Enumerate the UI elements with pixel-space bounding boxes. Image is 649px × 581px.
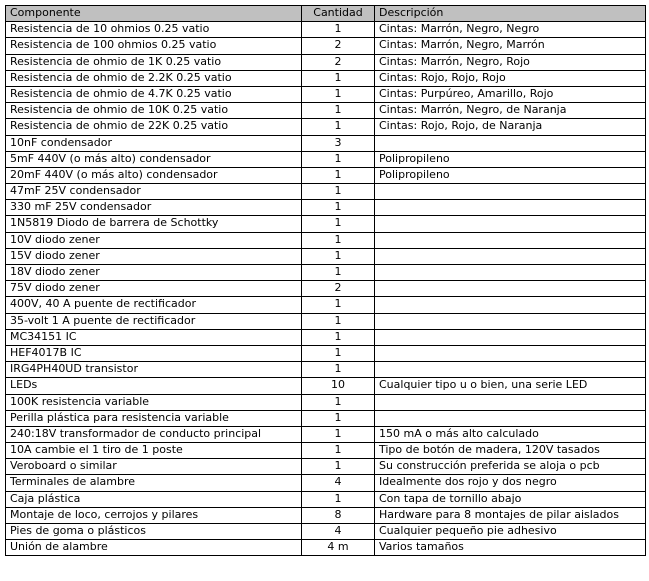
component-cell: 10A cambie el 1 tiro de 1 poste bbox=[6, 443, 302, 459]
quantity-cell: 8 bbox=[302, 507, 375, 523]
component-cell: 18V diodo zener bbox=[6, 265, 302, 281]
table-row bbox=[6, 119, 646, 135]
description-cell: Cintas: Rojo, Rojo, Rojo bbox=[375, 70, 646, 86]
table-row bbox=[6, 216, 646, 232]
component-cell: 240:18V transformador de conducto principal bbox=[6, 426, 302, 442]
component-cell: IRG4PH40UD transistor bbox=[6, 362, 302, 378]
quantity-cell: 1 bbox=[302, 410, 375, 426]
quantity-cell: 1 bbox=[302, 329, 375, 345]
table-row bbox=[6, 378, 646, 394]
table-row bbox=[6, 232, 646, 248]
table-row bbox=[6, 151, 646, 167]
parts-table bbox=[5, 5, 646, 556]
description-cell bbox=[375, 281, 646, 297]
description-cell bbox=[375, 184, 646, 200]
component-cell: Resistencia de ohmio de 10K 0.25 vatio bbox=[6, 103, 302, 119]
quantity-cell: 1 bbox=[302, 248, 375, 264]
description-cell: Cintas: Purpúreo, Amarillo, Rojo bbox=[375, 86, 646, 102]
table-body bbox=[6, 22, 646, 556]
quantity-cell: 2 bbox=[302, 54, 375, 70]
quantity-cell: 1 bbox=[302, 394, 375, 410]
quantity-cell: 4 bbox=[302, 475, 375, 491]
component-cell: HEF4017B IC bbox=[6, 345, 302, 361]
quantity-cell: 1 bbox=[302, 297, 375, 313]
component-cell: 47mF 25V condensador bbox=[6, 184, 302, 200]
component-cell: Caja plástica bbox=[6, 491, 302, 507]
component-cell: Pies de goma o plásticos bbox=[6, 524, 302, 540]
quantity-cell: 1 bbox=[302, 265, 375, 281]
table-row bbox=[6, 362, 646, 378]
quantity-cell: 1 bbox=[302, 362, 375, 378]
quantity-cell: 10 bbox=[302, 378, 375, 394]
description-cell bbox=[375, 135, 646, 151]
column-header-quantity: Cantidad bbox=[302, 6, 375, 22]
quantity-cell: 1 bbox=[302, 443, 375, 459]
quantity-cell: 1 bbox=[302, 70, 375, 86]
component-cell: Resistencia de ohmio de 2.2K 0.25 vatio bbox=[6, 70, 302, 86]
description-cell: 150 mA o más alto calculado bbox=[375, 426, 646, 442]
table-row bbox=[6, 540, 646, 556]
table-row bbox=[6, 70, 646, 86]
component-cell: Perilla plástica para resistencia variable bbox=[6, 410, 302, 426]
table-row bbox=[6, 459, 646, 475]
description-cell: Cintas: Marrón, Negro, Marrón bbox=[375, 38, 646, 54]
component-cell: MC34151 IC bbox=[6, 329, 302, 345]
description-cell: Polipropileno bbox=[375, 167, 646, 183]
component-cell: Resistencia de ohmio de 1K 0.25 vatio bbox=[6, 54, 302, 70]
component-cell: 10nF condensador bbox=[6, 135, 302, 151]
quantity-cell: 1 bbox=[302, 151, 375, 167]
quantity-cell: 1 bbox=[302, 200, 375, 216]
description-cell bbox=[375, 216, 646, 232]
component-cell: 10V diodo zener bbox=[6, 232, 302, 248]
table-row bbox=[6, 443, 646, 459]
quantity-cell: 1 bbox=[302, 119, 375, 135]
quantity-cell: 1 bbox=[302, 22, 375, 38]
component-cell: 75V diodo zener bbox=[6, 281, 302, 297]
table-row bbox=[6, 475, 646, 491]
quantity-cell: 4 m bbox=[302, 540, 375, 556]
quantity-cell: 1 bbox=[302, 345, 375, 361]
table-row bbox=[6, 200, 646, 216]
description-cell: Con tapa de tornillo abajo bbox=[375, 491, 646, 507]
column-header-description: Descripción bbox=[375, 6, 646, 22]
description-cell: Cualquier tipo u o bien, una serie LED bbox=[375, 378, 646, 394]
table-row bbox=[6, 329, 646, 345]
table-row bbox=[6, 135, 646, 151]
description-cell bbox=[375, 362, 646, 378]
quantity-cell: 4 bbox=[302, 524, 375, 540]
description-cell: Hardware para 8 montajes de pilar aislados bbox=[375, 507, 646, 523]
quantity-cell: 1 bbox=[302, 216, 375, 232]
description-cell bbox=[375, 232, 646, 248]
component-cell: Resistencia de ohmio de 4.7K 0.25 vatio bbox=[6, 86, 302, 102]
description-cell: Tipo de botón de madera, 120V tasados bbox=[375, 443, 646, 459]
component-cell: Terminales de alambre bbox=[6, 475, 302, 491]
component-cell: 15V diodo zener bbox=[6, 248, 302, 264]
component-cell: Montaje de loco, cerrojos y pilares bbox=[6, 507, 302, 523]
table-row bbox=[6, 103, 646, 119]
component-cell: LEDs bbox=[6, 378, 302, 394]
description-cell bbox=[375, 313, 646, 329]
quantity-cell: 1 bbox=[302, 86, 375, 102]
description-cell bbox=[375, 345, 646, 361]
quantity-cell: 1 bbox=[302, 184, 375, 200]
description-cell bbox=[375, 329, 646, 345]
component-cell: 1N5819 Diodo de barrera de Schottky bbox=[6, 216, 302, 232]
quantity-cell: 1 bbox=[302, 491, 375, 507]
quantity-cell: 1 bbox=[302, 459, 375, 475]
component-cell: Resistencia de ohmio de 22K 0.25 vatio bbox=[6, 119, 302, 135]
description-cell bbox=[375, 297, 646, 313]
component-cell: Resistencia de 100 ohmios 0.25 vatio bbox=[6, 38, 302, 54]
description-cell bbox=[375, 265, 646, 281]
description-cell: Polipropileno bbox=[375, 151, 646, 167]
table-row bbox=[6, 54, 646, 70]
table-row bbox=[6, 491, 646, 507]
quantity-cell: 1 bbox=[302, 103, 375, 119]
component-cell: 100K resistencia variable bbox=[6, 394, 302, 410]
description-cell bbox=[375, 248, 646, 264]
table-row bbox=[6, 184, 646, 200]
component-cell: 35-volt 1 A puente de rectificador bbox=[6, 313, 302, 329]
quantity-cell: 1 bbox=[302, 313, 375, 329]
column-header-component: Componente bbox=[6, 6, 302, 22]
table-row bbox=[6, 394, 646, 410]
component-cell: 5mF 440V (o más alto) condensador bbox=[6, 151, 302, 167]
table-row bbox=[6, 313, 646, 329]
table-row bbox=[6, 345, 646, 361]
table-row bbox=[6, 281, 646, 297]
description-cell bbox=[375, 410, 646, 426]
description-cell: Su construcción preferida se aloja o pcb bbox=[375, 459, 646, 475]
description-cell: Cintas: Marrón, Negro, de Naranja bbox=[375, 103, 646, 119]
table-row bbox=[6, 86, 646, 102]
table-row bbox=[6, 524, 646, 540]
quantity-cell: 2 bbox=[302, 281, 375, 297]
component-cell: 20mF 440V (o más alto) condensador bbox=[6, 167, 302, 183]
quantity-cell: 1 bbox=[302, 167, 375, 183]
table-row bbox=[6, 297, 646, 313]
quantity-cell: 3 bbox=[302, 135, 375, 151]
component-cell: Veroboard o similar bbox=[6, 459, 302, 475]
table-row bbox=[6, 410, 646, 426]
table-row bbox=[6, 426, 646, 442]
table-row bbox=[6, 167, 646, 183]
parts-list bbox=[5, 5, 646, 556]
description-cell: Cualquier pequeño pie adhesivo bbox=[375, 524, 646, 540]
component-cell: 330 mF 25V condensador bbox=[6, 200, 302, 216]
component-cell: Unión de alambre bbox=[6, 540, 302, 556]
description-cell: Cintas: Rojo, Rojo, de Naranja bbox=[375, 119, 646, 135]
description-cell: Idealmente dos rojo y dos negro bbox=[375, 475, 646, 491]
description-cell: Cintas: Marrón, Negro, Rojo bbox=[375, 54, 646, 70]
component-cell: 400V, 40 A puente de rectificador bbox=[6, 297, 302, 313]
description-cell bbox=[375, 200, 646, 216]
quantity-cell: 1 bbox=[302, 426, 375, 442]
table-row bbox=[6, 248, 646, 264]
table-row bbox=[6, 265, 646, 281]
table-row bbox=[6, 38, 646, 54]
description-cell: Varios tamaños bbox=[375, 540, 646, 556]
description-cell: Cintas: Marrón, Negro, Negro bbox=[375, 22, 646, 38]
description-cell bbox=[375, 394, 646, 410]
quantity-cell: 2 bbox=[302, 38, 375, 54]
table-row bbox=[6, 22, 646, 38]
table-row bbox=[6, 507, 646, 523]
component-cell: Resistencia de 10 ohmios 0.25 vatio bbox=[6, 22, 302, 38]
quantity-cell: 1 bbox=[302, 232, 375, 248]
header-row bbox=[6, 6, 646, 22]
